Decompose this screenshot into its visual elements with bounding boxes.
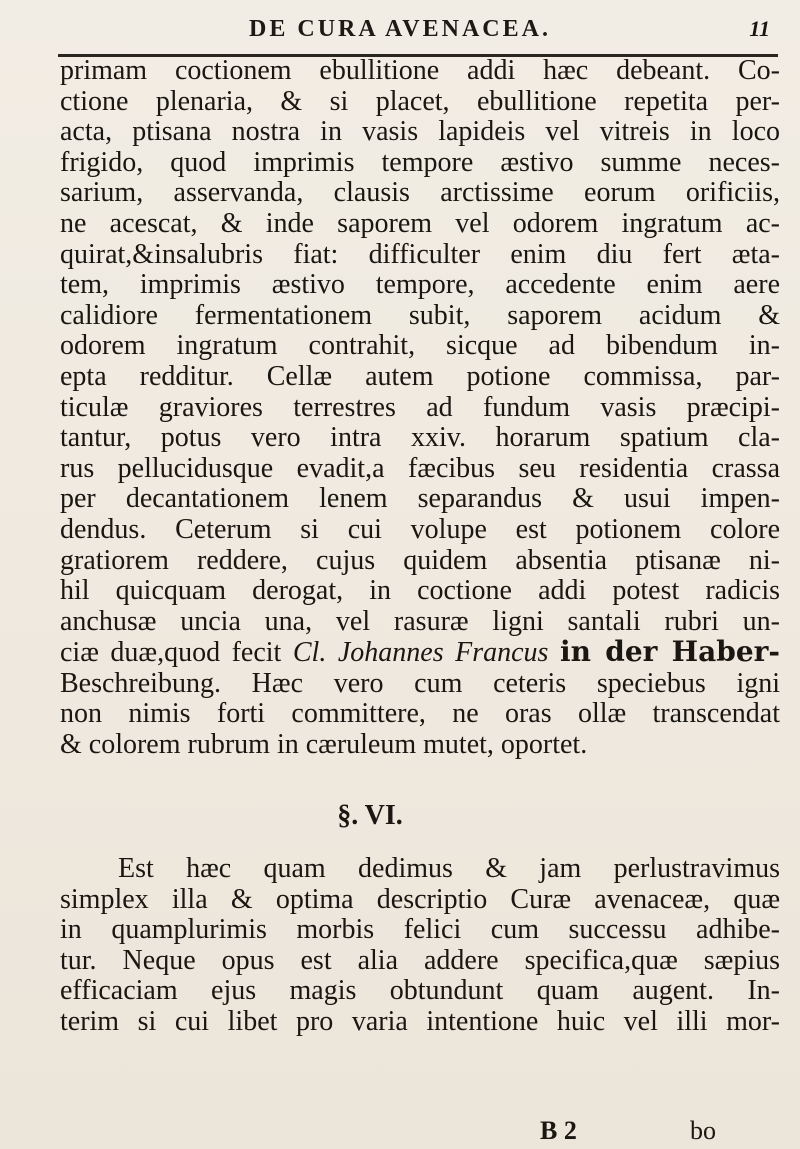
page-footer xyxy=(0,1116,800,1146)
text-line-with-citation xyxy=(60,637,780,669)
text-line: in quamplurimis morbis felici cum successu adhibe- xyxy=(60,915,780,946)
paragraph-2 xyxy=(60,854,780,1038)
text-line: frigido, quod imprimis tempore æstivo summe neces- xyxy=(60,147,780,178)
text-line: ne acescat, & inde saporem vel odorem ingratum ac- xyxy=(60,208,780,239)
signature-mark: B 2 xyxy=(540,1116,577,1145)
page-number: 11 xyxy=(749,16,770,41)
text-line: & colorem rubrum in cæruleum mutet, oportet. xyxy=(60,730,588,761)
text-line: per decantationem lenem separandus & usui impen- xyxy=(60,484,780,515)
text-line: dendus. Ceterum si cui volupe est potionem colore xyxy=(60,514,780,545)
text-line: sarium, asservanda, clausis arctissime eorum orificiis, xyxy=(60,178,780,209)
text-line: ticulæ graviores terrestres ad fundum vasis præcipi- xyxy=(60,392,780,423)
page-header xyxy=(0,14,800,48)
text-line: tur. Neque opus est alia addere specifica,quæ sæpius xyxy=(60,945,780,976)
text-line: hil quicquam derogat, in coctione addi potest radicis xyxy=(60,576,780,607)
text-line: calidiore fermentationem subit, saporem acidum & xyxy=(60,300,780,331)
text-line: odorem ingratum contrahit, sicque ad bibendum in- xyxy=(60,331,780,362)
text-line: Beschreibung. Hæc vero cum ceteris speciebus igni xyxy=(60,668,780,699)
text-line: tem, imprimis æstivo tempore, accedente enim aere xyxy=(60,270,780,301)
text-line: anchusæ uncia una, vel rasuræ ligni santali rubri un- xyxy=(60,606,780,637)
citation-author: Cl. Johannes Francus xyxy=(292,637,549,669)
text-line: Est hæc quam dedimus & jam perlustravimus xyxy=(118,854,780,884)
text-line: rus pellucidusque evadit,a fæcibus seu residentia crassa xyxy=(60,453,780,484)
catchword: bo xyxy=(690,1116,716,1145)
section-heading: §. VI. xyxy=(337,800,403,831)
text-fragment: ciæ duæ,quod fecit xyxy=(60,637,282,669)
text-line: efficaciam ejus magis obtundunt quam augent. In- xyxy=(60,976,780,1007)
text-line: acta, ptisana nostra in vasis lapideis vel vitreis in loco xyxy=(60,117,780,148)
paragraph-1 xyxy=(60,56,780,761)
text-line: primam coctionem ebullitione addi hæc debeant. Co- xyxy=(60,56,780,86)
citation-german: in der Haber- xyxy=(559,637,780,669)
text-line: terim si cui libet pro varia intentione huic vel illi mor- xyxy=(60,1006,780,1037)
text-line: epta redditur. Cellæ autem potione commissa, par- xyxy=(60,361,780,392)
text-line: non nimis forti committere, ne oras ollæ transcendat xyxy=(60,699,780,730)
text-line: simplex illa & optima descriptio Curæ avenaceæ, quæ xyxy=(60,884,780,915)
text-line: tantur, potus vero intra xxiv. horarum spatium cla- xyxy=(60,423,780,454)
text-line: gratiorem reddere, cujus quidem absentia ptisanæ ni- xyxy=(60,545,780,576)
text-line: ctione plenaria, & si placet, ebullitione repetita per- xyxy=(60,86,780,117)
running-head: DE CURA AVENACEA. xyxy=(249,16,551,42)
text-line: quirat,&insalubris fiat: difficulter enim diu fert æta- xyxy=(60,239,780,270)
